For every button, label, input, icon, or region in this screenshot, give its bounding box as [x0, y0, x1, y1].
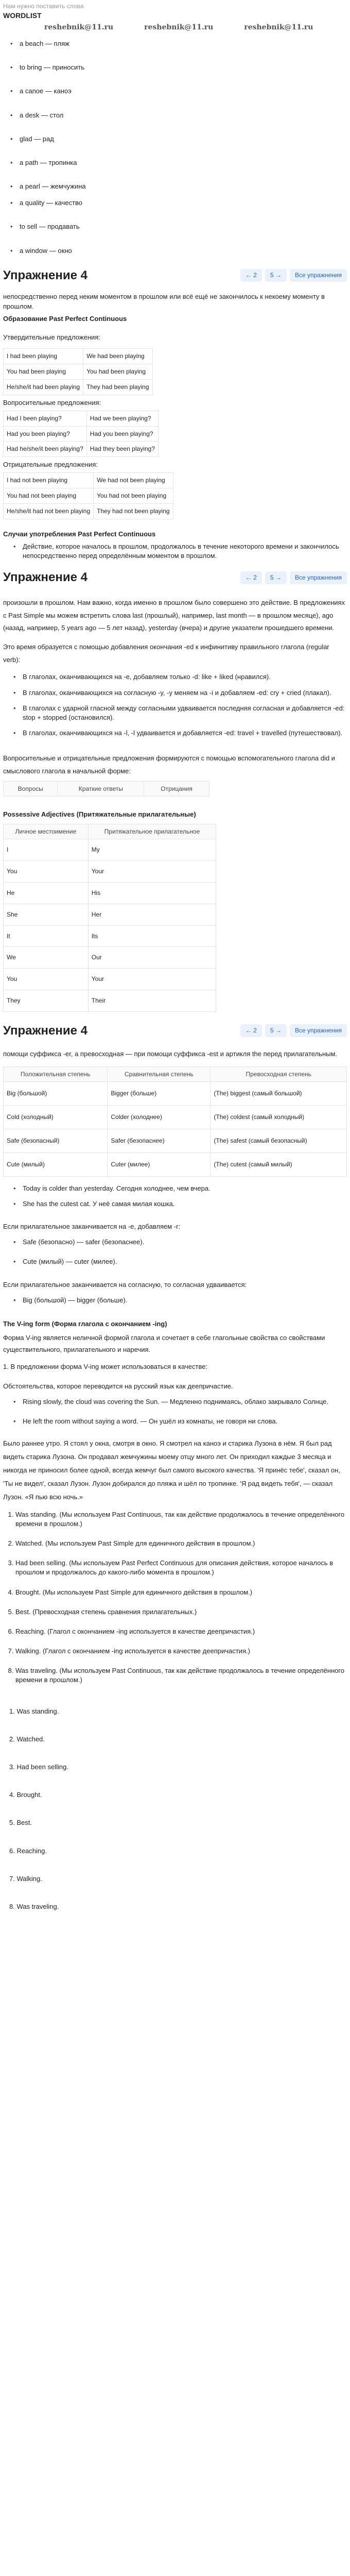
- list-item: • to bring — приносить: [10, 60, 347, 83]
- list-item: 7. Walking. (Глагол с окончанием -ing используется в качестве деепричастия.): [15, 1643, 347, 1663]
- rule-cons: Если прилагательное заканчивается на согласную, то согласная удваивается:: [3, 1280, 247, 1289]
- table-row: [4, 781, 209, 796]
- list-item: 5. Best. (Превосходная степень сравнения прилагательных.): [15, 1604, 347, 1624]
- list-item: • В глаголах, оканчивающихся на -l, -l удваивается и добавляется -ed: travel + travelled (путешествовал).: [13, 725, 347, 741]
- table-cell: Their: [88, 990, 216, 1012]
- list-item: • a beach — пляж: [10, 36, 347, 60]
- usage-list: [3, 539, 347, 564]
- table-cell: (The) cutest (самый милый): [211, 1153, 347, 1176]
- table-cell: They had not been playing: [94, 503, 173, 519]
- table-cell: We: [4, 947, 89, 969]
- ing-p1: Форма V-ing является неличной формой глагола и сочетает в себе глагольные свойства со свойствами существительного, прилагательного и наречия.: [3, 1334, 325, 1354]
- possessive-heading: Possessive Adjectives (Притяжательные прилагательные): [3, 810, 196, 819]
- watermark: reshebnik@11.ru: [44, 23, 114, 32]
- table-cell: Had I been playing?: [4, 411, 87, 426]
- table-cell: They: [4, 990, 89, 1012]
- list-item: 1. Was standing.: [9, 1707, 59, 1715]
- table-row: [4, 488, 173, 504]
- table-row: [4, 1129, 347, 1153]
- table-cell: I had been playing: [4, 349, 83, 364]
- table-header: Положительная степень: [4, 1066, 108, 1082]
- table-header: Сравнительная степень: [108, 1066, 211, 1082]
- next-label: 5: [270, 573, 274, 581]
- table-cell: Had you been playing?: [86, 426, 158, 442]
- prev-label: 2: [253, 1027, 257, 1035]
- faint-top-text: Нам нужно поставить слова: [3, 3, 84, 10]
- table-header: Личное местоимение: [4, 824, 89, 839]
- next-label: 5: [270, 272, 274, 279]
- list-item: • В глаголах, оканчивающихся на -e, добавляем только -d: like + liked (нравился).: [13, 669, 347, 685]
- list-item: 1. Was standing. (Мы используем Past Continuous, так как действие продолжалось в течение определённого времени в прошлом.): [15, 1507, 347, 1536]
- exercise-nav: [240, 571, 347, 584]
- past-perfect-heading: Образование Past Perfect Continuous: [3, 314, 127, 323]
- final-answers: [9, 1698, 347, 1921]
- table-cell: Had he/she/it been playing?: [4, 442, 87, 457]
- list-item: 4. Brought. (Мы используем Past Simple для единичного действия в прошлом.): [15, 1585, 347, 1604]
- table-row: [4, 861, 216, 883]
- list-item: • a quality — качество: [10, 195, 347, 219]
- exercise-nav-bar: [0, 567, 350, 588]
- rule-e: Если прилагательное заканчивается на -e, добавляем -r:: [3, 1222, 181, 1230]
- table-row: [4, 379, 153, 395]
- table-cell: I had not been playing: [4, 473, 94, 488]
- comparatives-examples: [3, 1181, 347, 1219]
- list-item: 6. Reaching. (Глагол с окончанием -ing используется в качестве деепричастия.): [15, 1624, 347, 1643]
- table-cell: I: [4, 839, 89, 861]
- table-header: Отрицания: [144, 781, 209, 796]
- table-row: [4, 1106, 347, 1129]
- all-exercises-button[interactable]: Все упражнения: [290, 269, 347, 282]
- table-header: Притяжательное прилагательное: [88, 824, 216, 839]
- exercise-nav: [240, 1024, 347, 1037]
- list-item: • a path — тропинка: [10, 155, 347, 179]
- past-simple-section: [0, 588, 350, 802]
- table-cell: Her: [88, 904, 216, 925]
- possessive-section: [0, 802, 350, 1020]
- table-row: [4, 349, 153, 364]
- table-row: [4, 839, 216, 861]
- list-item: • glad — рад: [10, 131, 347, 155]
- list-item: 8. Was traveling.: [9, 1902, 59, 1910]
- past-perfect-section: [0, 286, 350, 567]
- table-cell: We had been playing: [83, 349, 152, 364]
- list-item: • Cute (милый) — cuter (милее).: [13, 1254, 347, 1277]
- table-cell: You had not been playing: [4, 488, 94, 504]
- table-cell: You had not been playing: [94, 488, 173, 504]
- comparatives-intro: помощи суффикса -er, а превосходная — при помощи суффикса -est и артикля the перед прилагательным.: [3, 1050, 338, 1058]
- list-item: 8. Was traveling. (Мы используем Past Continuous, так как действие продолжалось в течение определённого времени в прошлом.): [15, 1663, 347, 1692]
- table-cell: Our: [88, 947, 216, 969]
- list-item: • a desk — стол: [10, 108, 347, 131]
- ing-heading: The V-ing form (Форма глагола с окончанием -ing): [3, 1319, 167, 1328]
- prev-label: 2: [253, 272, 257, 279]
- past-simple-table: [3, 781, 209, 797]
- table-header: Вопросы: [4, 781, 58, 796]
- list-item: • Действие, которое началось в прошлом, продолжалось в течение некоторого времени и закончилось непосредственно перед определённым моментом в прошлом.: [13, 539, 347, 564]
- prev-exercise-button[interactable]: ← 2: [240, 571, 262, 584]
- table-row: [4, 1153, 347, 1176]
- table-cell: Your: [88, 969, 216, 990]
- table-cell: His: [88, 883, 216, 904]
- table-cell: Its: [88, 925, 216, 947]
- ing-story: Было раннее утро. Я стоял у окна, смотря в окно. Я смотрел на каноэ и старика Лузона в нём. Я был рад видеть старика Лузона. Он продавал жемчужины моему отцу много лет. Он приходил каждые 3 месяца и никогда не приносил более одной, всегда жемчуг был самого высокого качества. 'Я принёс тебе', сказал он, 'Ты не видел', сказал Лузон. Лузон добирался до пляжа и шёл по тропинке. 'Я рад видеть тебя', — сказал Лузон. «Я пью всю ночь.»: [3, 1439, 340, 1501]
- exercise-nav-bar: [0, 265, 350, 286]
- list-item: • В глаголах, оканчивающихся на согласную -y, -y меняем на -i и добавляем -ed: cry + cried (плакал).: [13, 685, 347, 701]
- exercise-nav: [240, 269, 347, 282]
- past-simple-rules: [3, 669, 347, 741]
- negative-label: Отрицательные предложения:: [3, 461, 98, 469]
- usage-heading: Случаи употребления Past Perfect Continuous: [3, 530, 156, 538]
- past-perfect-intro: непосредственно перед неким моментом в прошлом или всё ещё не закончилось к некоему моменту в прошлом.: [3, 293, 325, 310]
- table-row: [4, 426, 159, 442]
- prev-label: 2: [253, 573, 257, 581]
- table-cell: Safe (безопасный): [4, 1129, 108, 1153]
- list-item: 4. Brought.: [9, 1791, 42, 1799]
- list-item: • She has the cutest cat. У неё самая милая кошка.: [13, 1196, 347, 1219]
- all-exercises-button[interactable]: Все упражнения: [290, 1024, 347, 1037]
- exercise-title: Упражнение 4: [3, 570, 87, 585]
- table-cell: She: [4, 904, 89, 925]
- table-cell: You: [4, 861, 89, 883]
- list-item: • to sell — продавать: [10, 219, 347, 243]
- comparatives-table: [3, 1066, 347, 1177]
- table-cell: (The) coldest (самый холодный): [211, 1106, 347, 1129]
- table-row: [4, 947, 216, 969]
- possessive-table: [3, 824, 216, 1012]
- table-row: [4, 925, 216, 947]
- table-row: [4, 503, 173, 519]
- final-answers-section: [0, 1694, 350, 1921]
- table-header: Краткие ответы: [58, 781, 144, 796]
- table-cell: (The) safest (самый безопасный): [211, 1129, 347, 1153]
- table-cell: Had we been playing?: [86, 411, 158, 426]
- all-exercises-button[interactable]: Все упражнения: [290, 571, 347, 584]
- ing-form-section: [0, 1317, 350, 1694]
- table-cell: He: [4, 883, 89, 904]
- table-row: [4, 990, 216, 1012]
- table-cell: Bigger (больше): [108, 1082, 211, 1106]
- table-cell: You: [4, 969, 89, 990]
- exercise-title: Упражнение 4: [3, 1023, 87, 1038]
- table-cell: Cold (холодный): [4, 1106, 108, 1129]
- table-cell: He/she/it had not been playing: [4, 503, 94, 519]
- list-item: 3. Had been selling. (Мы используем Past Perfect Continuous для описания действия, которое началось в прошлом и продолжалось до какого-либо момента в прошлом.): [15, 1555, 347, 1584]
- table-cell: Had you been playing?: [4, 426, 87, 442]
- table-row: [4, 1082, 347, 1106]
- table-cell: Safer (безопаснее): [108, 1129, 211, 1153]
- prev-exercise-button[interactable]: ← 2: [240, 269, 262, 282]
- list-item: 3. Had been selling.: [9, 1763, 68, 1771]
- list-item: • Rising slowly, the cloud was covering the Sun. — Медленно поднимаясь, облако закрывало Солнце.: [13, 1394, 347, 1414]
- table-row: [4, 904, 216, 925]
- table-row: [4, 442, 159, 457]
- watermark-row: [44, 23, 347, 33]
- table-cell: You had been playing: [4, 364, 83, 380]
- ing-examples: [3, 1394, 347, 1433]
- list-item: • Safe (безопасно) — safer (безопаснее).: [13, 1234, 347, 1254]
- table-row: [4, 364, 153, 380]
- table-cell: (The) biggest (самый большой): [211, 1082, 347, 1106]
- negative-table: [3, 472, 173, 519]
- prev-exercise-button[interactable]: ← 2: [240, 1024, 262, 1037]
- table-row: [4, 883, 216, 904]
- table-cell: They had been playing: [83, 379, 152, 395]
- wordlist-title: WORDLIST: [3, 11, 42, 20]
- ing-answers: [3, 1507, 347, 1692]
- affirm-table: [3, 348, 153, 395]
- past-simple-p3: Вопросительные и отрицательные предложения формируются с помощью вспомогательного глагола did и смыслового глагола в начальной форме:: [3, 754, 335, 775]
- list-item: 5. Best.: [9, 1819, 32, 1827]
- table-cell: My: [88, 839, 216, 861]
- watermark: reshebnik@11.ru: [244, 23, 313, 32]
- ing-p3: Обстоятельства, которое переводится на русский язык как деепричастие.: [3, 1382, 233, 1391]
- table-header: Превосходная степень: [211, 1066, 347, 1082]
- comparatives-section: [0, 1041, 350, 1317]
- table-cell: Cute (милый): [4, 1153, 108, 1176]
- ing-p2: 1. В предложении форма V-ing может использоваться в качестве:: [3, 1362, 208, 1370]
- list-item: • Today is colder than yesterday. Сегодня холоднее, чем вчера.: [13, 1181, 347, 1196]
- list-item: • He left the room without saying a word. — Он ушёл из комнаты, не говоря ни слова.: [13, 1414, 347, 1433]
- table-cell: Had they been playing?: [86, 442, 158, 457]
- table-cell: It: [4, 925, 89, 947]
- list-item: 2. Watched.: [9, 1735, 45, 1743]
- table-row: [4, 824, 216, 839]
- list-item: • a pearl — жемчужина: [10, 179, 347, 195]
- list-item: • Big (большой) — bigger (больше).: [13, 1293, 347, 1312]
- table-row: [4, 969, 216, 990]
- question-table: [3, 411, 159, 457]
- list-item: • В глаголах с ударной гласной между согласными удваивается последняя согласная и добавляется -ed: stop + stopped (остановился).: [13, 701, 347, 725]
- affirm-label: Утвердительные предложения:: [3, 333, 100, 342]
- list-item: • a window — окно: [10, 243, 347, 263]
- next-label: 5: [270, 1027, 274, 1035]
- table-cell: Cuter (милее): [108, 1153, 211, 1176]
- table-row: [4, 473, 173, 488]
- past-simple-p2: Это время образуется с помощью добавления окончания -ed к инфинитиву правильного глагола (regular verb):: [3, 642, 329, 664]
- wordlist-section: [0, 0, 350, 265]
- table-cell: Big (большой): [4, 1082, 108, 1106]
- next-exercise-button[interactable]: 5 →: [265, 571, 287, 584]
- past-simple-p1: произошли в прошлом. Нам важно, когда именно в прошлом было совершено это действие. В предложениях с Past Simple мы можем встретить слова last (прошлый), например, last month — в прошлом месяце), ago (назад, например, 5 years ago — 5 лет назад), yesterday (вчера) и другие указатели прошедшего времени.: [3, 598, 345, 632]
- next-exercise-button[interactable]: 5 →: [265, 1024, 287, 1037]
- rule-cons-list: [3, 1293, 347, 1312]
- table-cell: Colder (холоднее): [108, 1106, 211, 1129]
- wordlist: [3, 36, 347, 263]
- table-cell: You had been playing: [83, 364, 152, 380]
- exercise-nav-bar: [0, 1020, 350, 1042]
- table-cell: Your: [88, 861, 216, 883]
- list-item: • a canoe — каноэ: [10, 83, 347, 107]
- next-exercise-button[interactable]: 5 →: [265, 269, 287, 282]
- table-cell: He/she/it had been playing: [4, 379, 83, 395]
- table-cell: We had not been playing: [94, 473, 173, 488]
- exercise-title: Упражнение 4: [3, 268, 87, 282]
- list-item: 6. Reaching.: [9, 1846, 47, 1855]
- question-label: Вопросительные предложения:: [3, 398, 101, 406]
- list-item: 7. Walking.: [9, 1874, 42, 1883]
- watermark: reshebnik@11.ru: [144, 23, 214, 32]
- table-row: [4, 411, 159, 426]
- rule-e-list: [3, 1234, 347, 1277]
- list-item: 2. Watched. (Мы используем Past Simple для единичного действия в прошлом.): [15, 1536, 347, 1555]
- table-row: [4, 1066, 347, 1082]
